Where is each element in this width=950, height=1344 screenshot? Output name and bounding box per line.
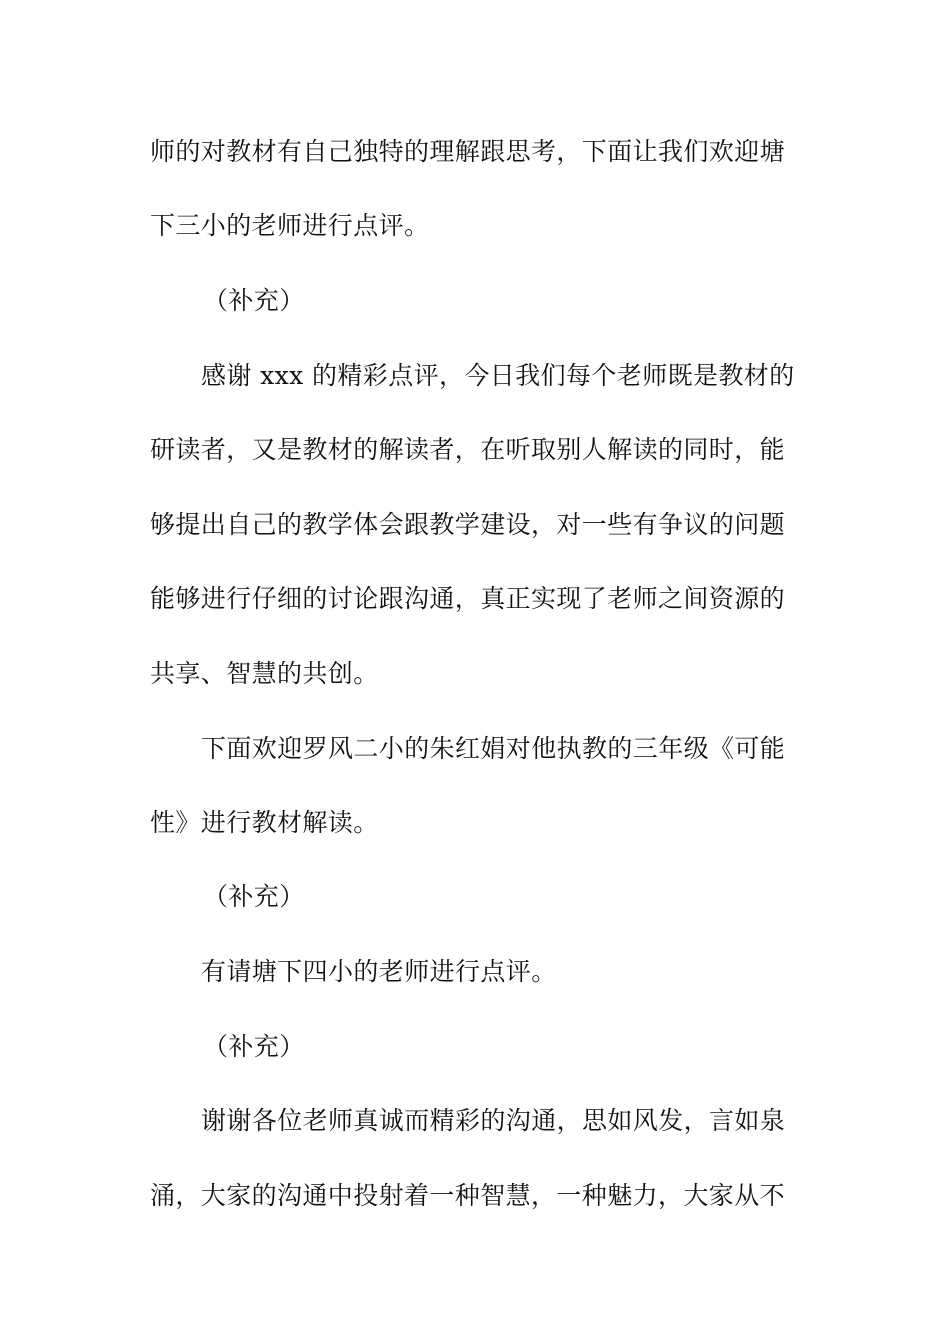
supplement-note: （补充） <box>203 882 305 911</box>
paragraph-line: 涌，大家的沟通中投射着一种智慧，一种魅力，大家从不 <box>150 1181 786 1210</box>
paragraph-line: 共享、智慧的共创。 <box>150 659 379 688</box>
paragraph-line: 谢谢各位老师真诚而精彩的沟通，思如风发，言如泉 <box>201 1106 786 1135</box>
paragraph-line: 研读者，又是教材的解读者，在听取别人解读的同时，能 <box>150 435 786 464</box>
paragraph-line: 性》进行教材解读。 <box>150 808 379 837</box>
paragraph-line: 师的对教材有自己独特的理解跟思考，下面让我们欢迎塘 <box>150 137 786 166</box>
paragraph-line: 下面欢迎罗风二小的朱红娟对他执教的三年级《可能 <box>201 734 786 763</box>
supplement-note: （补充） <box>203 286 305 315</box>
paragraph-line: 感谢 xxx 的精彩点评，今日我们每个老师既是教材的 <box>201 361 795 390</box>
paragraph-line: 有请塘下四小的老师进行点评。 <box>201 957 557 986</box>
paragraph-line: 下三小的老师进行点评。 <box>150 211 430 240</box>
supplement-note: （补充） <box>203 1032 305 1061</box>
paragraph-line: 够提出自己的教学体会跟教学建设，对一些有争议的问题 <box>150 510 786 539</box>
paragraph-line: 能够进行仔细的讨论跟沟通，真正实现了老师之间资源的 <box>150 584 786 613</box>
